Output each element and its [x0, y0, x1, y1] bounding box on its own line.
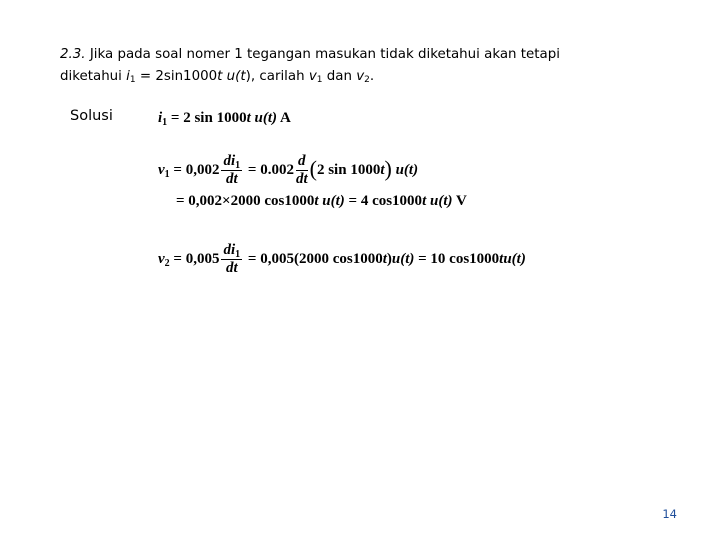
eq3-t: t — [314, 193, 319, 209]
equation-1 — [158, 110, 291, 127]
eq4-fraction — [221, 242, 242, 277]
eq2-ut: u(t) — [391, 161, 419, 178]
eq2-mid: = 0.002 — [244, 161, 294, 178]
equation-4 — [158, 242, 526, 277]
eq4-frac-num-sub: 1 — [235, 249, 241, 260]
eq2-t: t — [380, 161, 385, 178]
eq2-lhs-sub: 1 — [164, 168, 170, 180]
eq4-ut2: u(t) — [503, 250, 526, 267]
eq4-ut: u(t) — [391, 250, 415, 267]
eq2-frac2-den: dt — [295, 171, 308, 187]
solution-label: Solusi — [70, 108, 113, 124]
eq2-fraction-2 — [296, 153, 308, 188]
page-number: 14 — [662, 507, 677, 521]
eq-text: = 2sin1000 — [135, 69, 218, 84]
eq2-frac-den: dt — [225, 171, 238, 187]
eq2-paren-open: ( — [309, 155, 317, 181]
var-u: u( — [222, 69, 241, 84]
eq3-rhs: = 4 cos1000 — [344, 193, 423, 209]
problem-text-1: Jika pada soal nomer 1 tegangan masukan tidak diketahui akan tetapi — [85, 47, 560, 62]
problem-line-2 — [60, 66, 680, 88]
eq2-rhs: 2 sin 1000 — [316, 161, 381, 178]
eq3-unit: V — [452, 193, 467, 209]
var-v2: v — [356, 69, 365, 84]
eq2-lhs: v — [158, 161, 165, 178]
text-carilah: ), carilah — [245, 69, 309, 84]
text-end: . — [369, 69, 375, 84]
var-v1: v — [308, 69, 317, 84]
eq4-lhs: v — [158, 250, 165, 267]
eq3-ut2: u(t) — [426, 193, 453, 209]
eq4-mid: ) — [386, 250, 392, 267]
eq4-t2: t — [499, 250, 504, 267]
sub-v1: 1 — [316, 75, 323, 85]
sub-v2: 2 — [364, 75, 370, 85]
eq2-frac-num-sub: 1 — [235, 160, 241, 171]
eq3-t2: t — [422, 193, 427, 209]
eq4-frac-den: dt — [225, 260, 238, 276]
problem-number: 2.3. — [60, 47, 86, 62]
eq1-u: u — [250, 110, 263, 126]
eq2-fraction — [221, 153, 242, 188]
eq1-lhs: i — [158, 110, 163, 126]
eq1-t: t — [246, 110, 251, 126]
eq4-lhs-sub: 2 — [164, 257, 170, 269]
equation-2 — [158, 153, 418, 188]
eq1-rhs: = 2 sin 1000 — [167, 110, 247, 126]
var-t: t — [217, 69, 223, 84]
eq4-t: t — [382, 250, 387, 267]
eq1-lhs-sub: 1 — [162, 117, 168, 128]
var-i: i — [126, 69, 130, 84]
problem-line-1 — [60, 44, 680, 66]
equation-3 — [176, 193, 467, 210]
eq4-rhs: = 0,005(2000 cos1000 — [244, 250, 383, 267]
eq2-frac-num: di — [223, 153, 236, 169]
problem-text-2: diketahui — [60, 69, 127, 84]
eq2-frac2-num: d — [296, 153, 308, 171]
text-dan: dan — [322, 69, 357, 84]
sub-1: 1 — [129, 75, 136, 85]
eq3-ut: u(t) — [318, 193, 345, 209]
eq4-coef: = 0,005 — [169, 250, 220, 267]
eq1-ut: (t) — [262, 110, 278, 126]
eq3-text: = 0,002×2000 cos1000 — [176, 193, 315, 209]
eq1-unit: A — [277, 110, 291, 126]
problem-statement — [60, 44, 680, 88]
var-t2: t — [240, 69, 246, 84]
eq4-frac-num: di — [223, 242, 236, 258]
eq2-paren-close: ) — [384, 155, 392, 181]
eq2-coef: = 0,002 — [169, 161, 220, 178]
eq4-rest: = 10 cos1000 — [414, 250, 500, 267]
